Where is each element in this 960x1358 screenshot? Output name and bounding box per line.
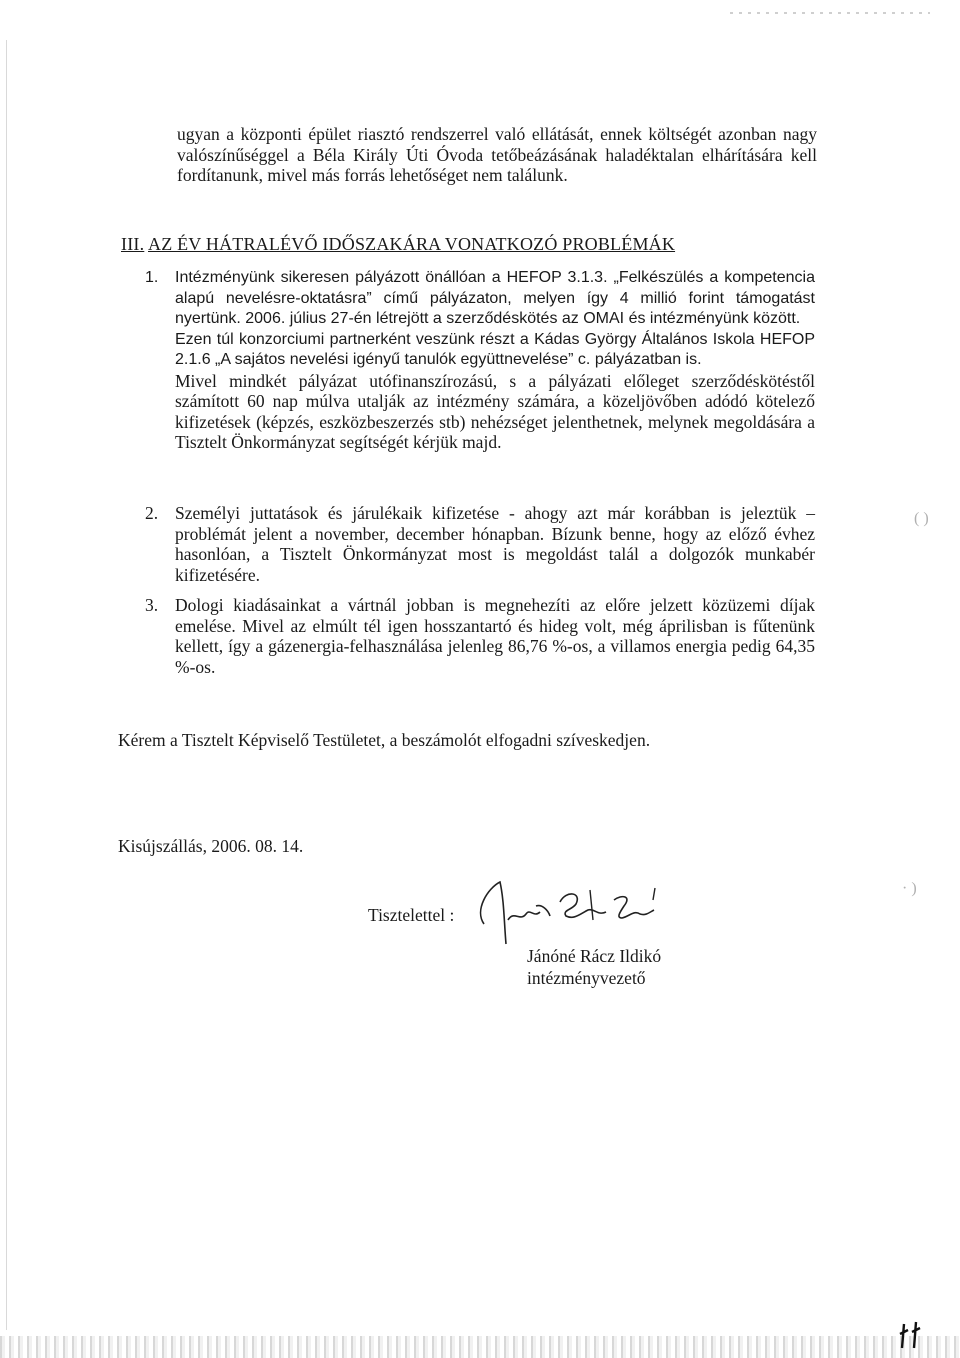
- signer-name: Jánóné Rácz Ildikó: [527, 946, 662, 966]
- scan-artifact: · ): [902, 880, 917, 897]
- section-number: III.: [121, 234, 145, 254]
- scan-bottom-noise: [0, 1336, 960, 1358]
- item-number: 3.: [145, 595, 159, 615]
- scan-artifact: ( ): [914, 510, 929, 527]
- handwritten-page-number: [896, 1320, 926, 1350]
- item-1-paragraph-c: Mivel mindkét pályázat utófinanszírozású, s a pályázati előleget szerződéskötéstől számított 60 nap múlva utalják az intézmény számára, a közeljövőben adódó kötelező kifizetések (képzés, eszközbeszerzés stb) nehézséget jelenthetnek, melynek megoldására a Tisztelt Önkormányzat segítségét kérjük majd.: [175, 370, 815, 452]
- item-number: 1.: [145, 269, 159, 286]
- section-heading: [121, 234, 675, 255]
- greeting: Tisztelettel :: [368, 905, 455, 925]
- signer-title: intézményvezető: [527, 968, 646, 988]
- item-1-paragraph-a: Intézményünk sikeresen pályázott önállóan a HEFOP 3.1.3. „Felkészülés a kompetencia alapú nevelésre-oktatásra” című pályázaton, melyen így 4 millió forint támogatást nyertünk. 2006. július 27-én létrejött a szerződéskötés az OMAI és intézményünk között.: [175, 269, 815, 327]
- item-body: Dologi kiadásainkat a vártnál jobban is megnehezíti az előre jelzett közüzemi díjak emelése. Mivel az elmúlt tél igen hosszantartó és hideg volt, még áprilisban is fűtenünk kellett, így a gázenergia-felhasználása jelenleg 86,76 %-os, a villamos energia pedig 64,35 %-os.: [175, 595, 815, 677]
- item-number: 2.: [145, 503, 159, 523]
- scan-top-marks: [730, 12, 930, 14]
- closing-request: Kérem a Tisztelt Képviselő Testületet, a beszámolót elfogadni szíveskedjen.: [118, 730, 651, 750]
- item-body: [175, 268, 815, 453]
- item-body: Személyi juttatások és járulékaik kifizetése - ahogy azt már korábban is jeleztük – problémát jelent a november, december hónapban. Bízunk benne, hogy az előző évhez hasonlóan, a Tisztelt Önkormányzat most is megoldást talál a dolgozók munkabér kifizetésére.: [175, 503, 815, 585]
- scan-edge-line: [6, 40, 7, 1330]
- section-title: AZ ÉV HÁTRALÉVŐ IDŐSZAKÁRA VONATKOZÓ PROBLÉMÁK: [148, 234, 676, 254]
- intro-paragraph: ugyan a központi épület riasztó rendszerrel való ellátását, ennek költségét azonban nagy valószínűséggel a Béla Király Úti Óvoda tetőbeázásának haladéktalan elhárítására kell fordítanunk, mivel más forrás lehetőséget nem találunk.: [177, 124, 817, 185]
- handwritten-signature: [470, 880, 660, 950]
- item-1-paragraph-b: Ezen túl konzorciumi partnerként veszünk részt a Kádas György Általános Iskola HEFOP 2.1.6 „A sajátos nevelési igényű tanulók együttnevelése” c. pályázatban is.: [175, 330, 815, 368]
- place-and-date: Kisújszállás, 2006. 08. 14.: [118, 836, 304, 856]
